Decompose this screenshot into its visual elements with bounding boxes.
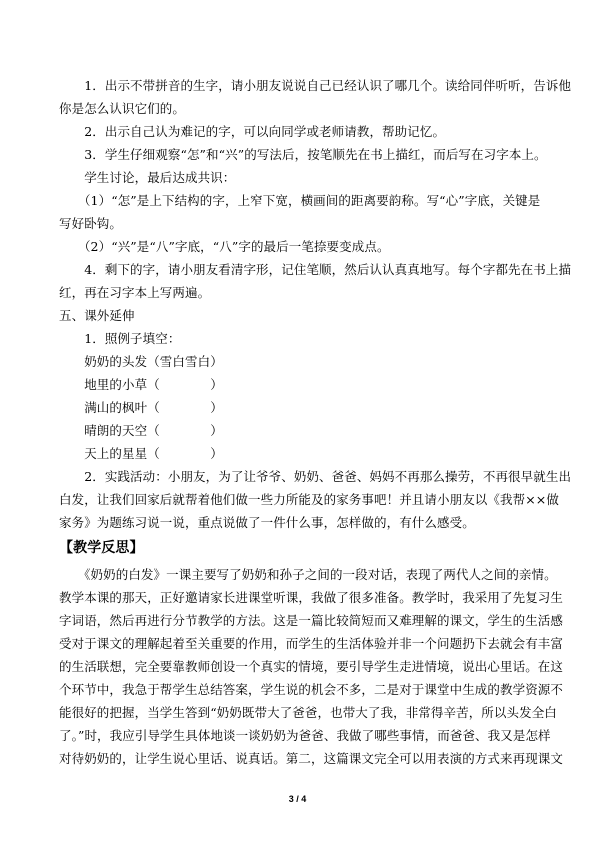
text-line: 4．剩下的字，请小朋友看清字形，记住笔顺，然后认认真真地写。每个字都先在书上描 (59, 262, 572, 277)
text-line: 红，再在习字本上写两遍。 (59, 285, 211, 300)
text-line: 学生讨论，最后达成共识： (59, 170, 236, 185)
text-line: 3．学生仔细观察“怎”和“兴”的写法后，按笔顺先在书上描红，而后写在习字本上。 (59, 147, 547, 162)
text-line: 《奶奶的白发》一课主要写了奶奶和孙子之间的一段对话，表现了两代人之间的亲情。 (59, 567, 557, 582)
section-heading: 五、课外延伸 (59, 308, 135, 323)
text-line: 你是怎么认识它们的。 (59, 101, 186, 116)
text-line: 能很好的把握，当学生答到“奶奶既带大了爸爸，也带大了我，非常得辛苦，所以头发全白 (59, 705, 557, 720)
text-line: 1．照例子填空： (59, 331, 181, 346)
text-line: 对待奶奶的，让学生说心里话、说真话。第二，这篇课文完全可以用表演的方式来再现课文 (59, 751, 564, 766)
text-line: 个环节中，我急于帮学生总结答案，学生说的机会不多，二是对于课堂中生成的教学资源不 (59, 682, 564, 697)
text-line: 的生活联想，完全要靠教师创设一个真实的情境，要引导学生走进情境，说出心里话。在这 (59, 659, 564, 674)
text-line: 晴朗的天空（ ） (59, 423, 223, 438)
text-line: 受对于课文的理解起着至关重要的作用，而学生的生活体验并非一个问题扔下去就会有丰富 (59, 636, 564, 651)
text-line: 2．实践活动：小朋友，为了让爷爷、奶奶、爸爸、妈妈不再那么操劳，不再很早就生出 (59, 469, 572, 484)
text-line: 满山的枫叶（ ） (59, 400, 223, 415)
text-line: 写好卧钩。 (59, 216, 123, 231)
reflection-heading: 【教学反思】 (59, 540, 144, 556)
text-line: 家务》为题练习说一说，重点说做了一件什么事，怎样做的，有什么感受。 (59, 515, 475, 530)
text-line: 奶奶的头发（雪白雪白） (59, 354, 223, 369)
page-number: 3 / 4 (288, 794, 307, 804)
text-line: 地里的小草（ ） (59, 377, 223, 392)
text-line: 1．出示不带拼音的生字，请小朋友说说自己已经认识了哪几个。读给同伴听听，告诉他 (59, 78, 572, 93)
text-line: 字词语，然后再进行分节教学的方法。这是一篇比较简短而又难理解的课文，学生的生活感 (59, 613, 564, 628)
text-line: 天上的星星（ ） (59, 446, 223, 461)
text-line: （2）“兴”是“八”字底，“八”字的最后一笔捺要变成点。 (59, 239, 390, 254)
text-line: 2．出示自己认为难记的字，可以向同学或老师请教，帮助记忆。 (59, 124, 446, 139)
text-line: 了。”时，我应引导学生具体地谈一谈奶奶为爸爸、我做了哪些事情，而爸爸、我又是怎样 (59, 728, 551, 743)
text-line: 教学本课的那天，正好邀请家长进课堂听课，我做了很多准备。教学时，我采用了先复习生 (59, 590, 564, 605)
text-line: 白发，让我们回家后就帮着他们做一些力所能及的家务事吧！并且请小朋友以《我帮××做 (59, 492, 559, 507)
text-line: （1）“怎”是上下结构的字，上窄下宽，横画间的距离要韵称。写“心”字底，关键是 (59, 193, 541, 208)
